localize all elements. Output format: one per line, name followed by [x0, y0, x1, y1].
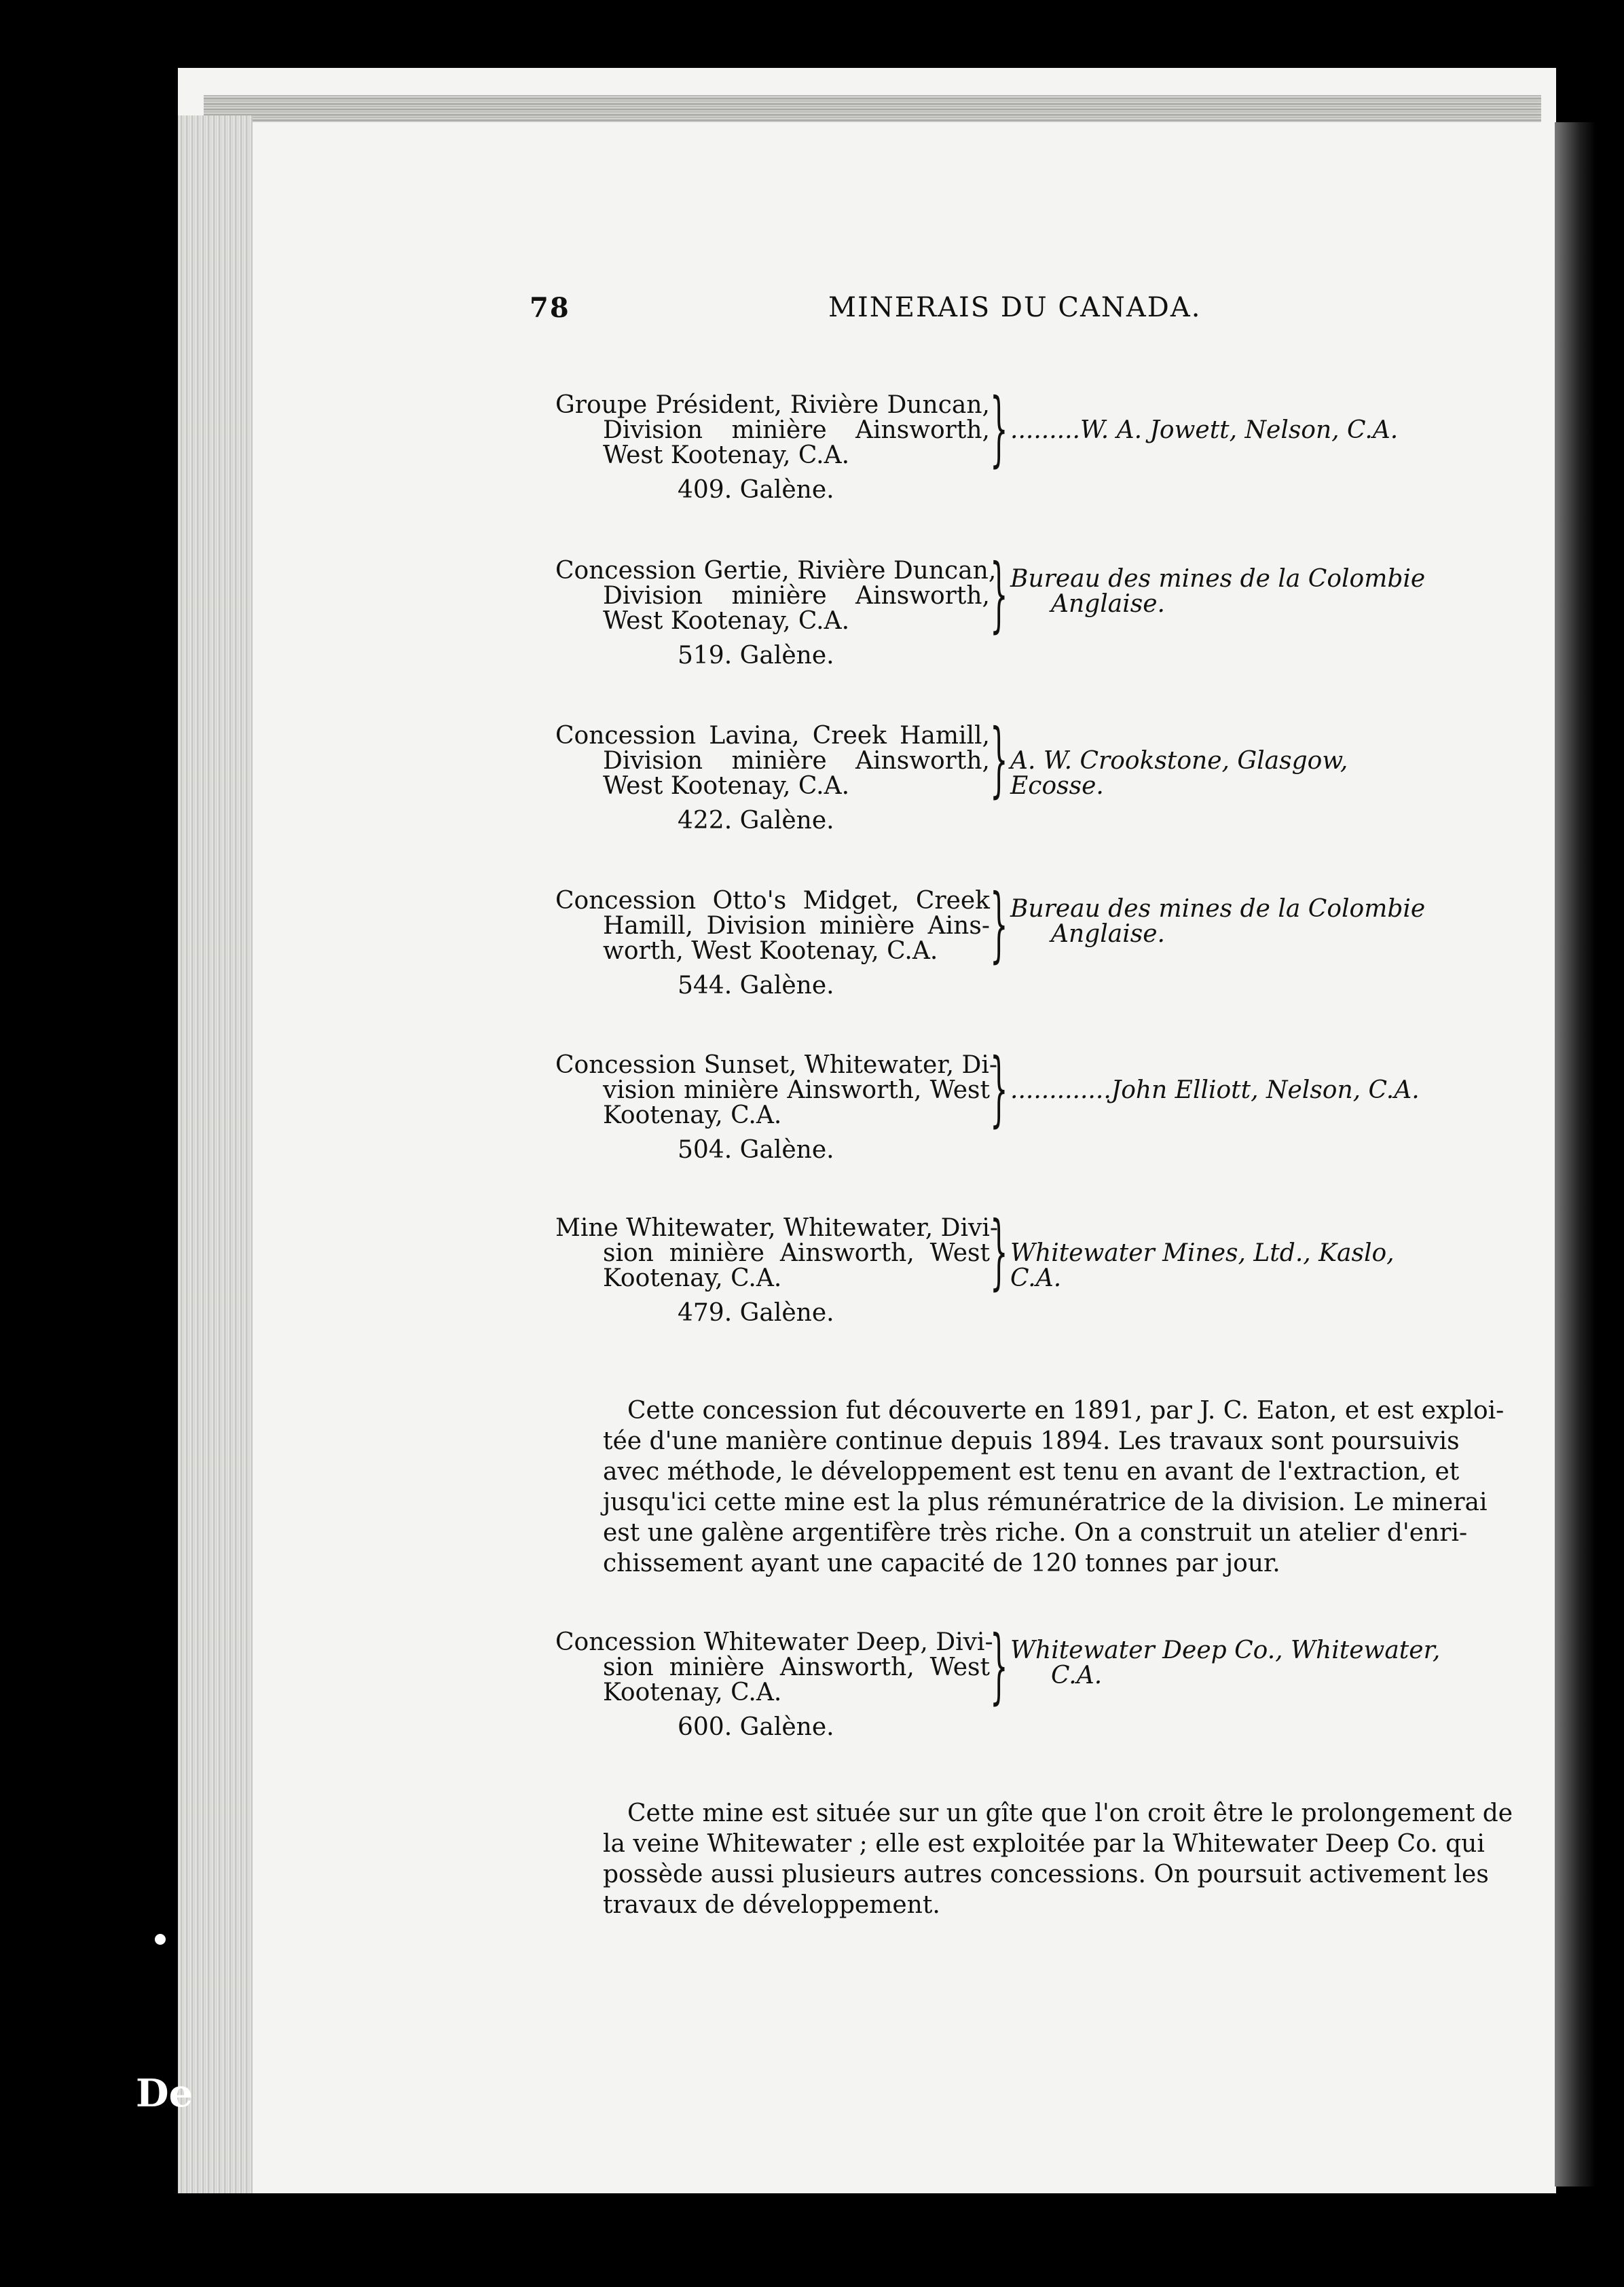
description-paragraph — [603, 1798, 1513, 1920]
margin-fragment: De — [136, 2071, 193, 2116]
paragraph-line: est une galène argentifère très riche. On a construit un atelier d'enri- — [603, 1519, 1468, 1547]
entry-owner — [1010, 566, 1445, 617]
location-line: West Kootenay, C.A. — [603, 607, 850, 635]
sample-number: 600. Galène. — [678, 1713, 834, 1741]
brace: } — [990, 1205, 1008, 1299]
owner-line: Anglaise. — [1051, 920, 1165, 948]
sample-number: 422. Galène. — [678, 807, 834, 835]
entry-owner — [1010, 418, 1445, 443]
entry-location — [555, 1628, 993, 1706]
paragraph-line: tée d'une manière continue depuis 1894. Les travaux sont poursuivis — [603, 1427, 1460, 1455]
location-line: Kootenay, C.A. — [603, 1101, 782, 1129]
location-line: Concession Sunset, Whitewater, Di- — [555, 1051, 998, 1079]
location-line: Concession Lavina, Creek Hamill, — [555, 722, 990, 750]
location-line: sion minière Ainsworth, West — [603, 1653, 990, 1681]
paragraph-line: travaux de développement. — [603, 1891, 940, 1919]
binding-dot — [155, 1934, 166, 1945]
paragraph-line: Cette concession fut découverte en 1891, par J. C. Eaton, et est exploi- — [627, 1397, 1505, 1425]
brace: } — [990, 712, 1008, 807]
paragraph-line: la veine Whitewater ; elle est exploitée par la Whitewater Deep Co. qui — [603, 1830, 1485, 1858]
brace: } — [990, 1619, 1008, 1713]
entry-location — [555, 888, 990, 964]
location-line: Division minière Ainsworth, — [603, 747, 990, 775]
location-line: Groupe Président, Rivière Duncan, — [555, 391, 990, 419]
owner-line: Whitewater Mines, Ltd., Kaslo, C.A. — [1010, 1239, 1395, 1292]
owner-line: Bureau des mines de la Colombie — [1010, 565, 1426, 593]
page-number: 78 — [530, 292, 570, 324]
location-line: Division minière Ainsworth, — [603, 416, 990, 444]
location-line: Hamill, Division minière Ains- — [603, 912, 990, 940]
owner-line: C.A. — [1051, 1662, 1103, 1689]
page-shadow-right — [1555, 122, 1595, 2187]
paragraph-line: jusqu'ici cette mine est la plus rémunératrice de la division. Le minerai — [603, 1488, 1488, 1516]
owner-line: Whitewater Deep Co., Whitewater, — [1010, 1636, 1441, 1664]
location-line: West Kootenay, C.A. — [603, 772, 850, 800]
owner-line: Bureau des mines de la Colombie — [1010, 895, 1426, 923]
paragraph-line: possède aussi plusieurs autres concessions. On poursuit activement les — [603, 1861, 1489, 1888]
brace: } — [990, 1042, 1008, 1136]
location-line: Concession Whitewater Deep, Divi- — [555, 1628, 993, 1656]
entry-location — [555, 1051, 998, 1129]
paragraph-line: chissement ayant une capacité de 120 tonnes par jour. — [603, 1550, 1280, 1577]
brace: } — [990, 382, 1008, 476]
entry-location — [555, 723, 990, 799]
location-line: Kootenay, C.A. — [603, 1679, 782, 1706]
owner-line: .............John Elliott, Nelson, C.A. — [1010, 1076, 1420, 1104]
running-title: MINERAIS DU CANADA. — [828, 292, 1202, 323]
owner-line: Anglaise. — [1051, 590, 1165, 618]
location-line: Kootenay, C.A. — [603, 1264, 782, 1292]
location-line: Concession Otto's Midget, Creek — [555, 887, 990, 915]
entry-location — [555, 392, 990, 468]
location-line: Division minière Ainsworth, — [603, 582, 990, 610]
page-edge-top — [204, 95, 1541, 122]
owner-line: A. W. Crookstone, Glasgow, Ecosse. — [1010, 747, 1348, 800]
sample-number: 544. Galène. — [678, 972, 834, 1000]
location-line: sion minière Ainsworth, West — [603, 1239, 990, 1267]
owner-line: .........W. A. Jowett, Nelson, C.A. — [1010, 416, 1399, 444]
entry-owner — [1010, 1638, 1445, 1688]
sample-number: 519. Galène. — [678, 642, 834, 670]
location-line: worth, West Kootenay, C.A. — [603, 937, 938, 965]
entry-owner — [1010, 1241, 1445, 1291]
location-line: Concession Gertie, Rivière Duncan, — [555, 557, 997, 585]
sample-number: 409. Galène. — [678, 476, 834, 504]
entry-owner — [1010, 896, 1445, 947]
entry-location — [555, 1214, 999, 1292]
paragraph-line: avec méthode, le développement est tenu en avant de l'extraction, et — [603, 1458, 1460, 1486]
entry-owner — [1010, 748, 1445, 799]
location-line: vision minière Ainsworth, West — [603, 1076, 990, 1104]
brace: } — [990, 547, 1008, 642]
brace: } — [990, 877, 1008, 972]
location-line: Mine Whitewater, Whitewater, Divi- — [555, 1214, 999, 1242]
page-edge-stack — [178, 115, 253, 2193]
location-line: West Kootenay, C.A. — [603, 441, 850, 469]
sample-number: 479. Galène. — [678, 1299, 834, 1327]
entry-owner — [1010, 1078, 1445, 1103]
entry-location — [555, 557, 997, 635]
description-paragraph — [603, 1395, 1505, 1579]
sample-number: 504. Galène. — [678, 1136, 834, 1164]
paragraph-line: Cette mine est située sur un gîte que l'on croit être le prolongement de — [627, 1799, 1513, 1827]
